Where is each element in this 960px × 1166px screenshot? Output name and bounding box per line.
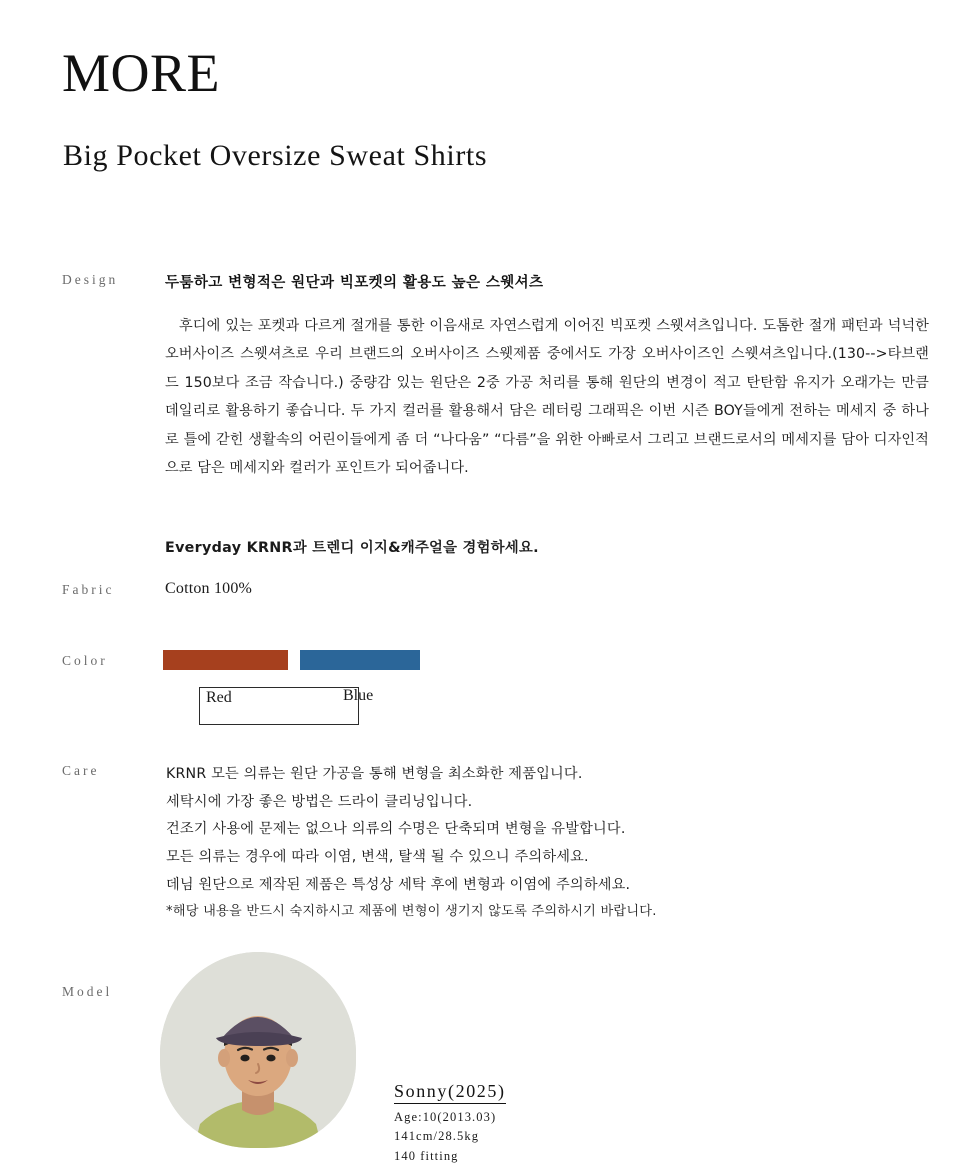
section-label-model: Model [62, 984, 113, 999]
section-label-color: Color [62, 653, 108, 668]
model-name: Sonny(2025) [394, 1081, 506, 1104]
model-age: Age:10(2013.03) [394, 1110, 497, 1124]
care-line: KRNR 모든 의류는 원단 가공을 통해 변형을 최소화한 제품입니다. [166, 766, 583, 782]
care-instructions [166, 761, 946, 925]
care-line: 모든 의류는 경우에 따라 이염, 변색, 탈색 될 수 있으니 주의하세요. [166, 849, 589, 866]
care-line: 데님 원단으로 제작된 제품은 특성상 세탁 후에 변형과 이염에 주의하세요. [166, 876, 631, 893]
fabric-value: Cotton 100% [165, 580, 253, 597]
section-label-care: Care [62, 763, 100, 778]
section-label-design: Design [62, 272, 119, 287]
color-name-blue: Blue [343, 687, 374, 704]
color-swatch-red [163, 650, 288, 670]
care-line: 세탁시에 가장 좋은 방법은 드라이 클리닝입니다. [166, 793, 473, 810]
page-title: Big Pocket Oversize Sweat Shirts [63, 139, 488, 172]
model-size: 141cm/28.5kg [394, 1129, 480, 1144]
model-specs [394, 1108, 496, 1166]
brand-title: MORE [62, 43, 221, 103]
care-line: 건조기 사용에 문제는 없으나 의류의 수명은 단축되며 변형을 유발합니다. [166, 821, 626, 838]
care-note: *해당 내용을 반드시 숙지하시고 제품에 변형이 생기지 않도록 주의하시기 바랍니다. [166, 904, 657, 920]
design-headline: 두툼하고 변형적은 원단과 빅포켓의 활용도 높은 스웻셔츠 [165, 275, 544, 291]
color-swatch-blue [300, 650, 420, 670]
design-description: 후디에 있는 포켓과 다르게 절개를 통한 이음새로 자연스럽게 이어진 빅포켓 스웻셔츠입니다. 도톰한 절개 패턴과 넉넉한 오버사이즈 스웻셔츠로 우리 브랜드의 오버사이즈 스웻제품 중에서도 가장 오버사이즈인 스웻셔츠입니다.(130-->타브랜드 150보다 조금 작습니다.) 중량감 있는 원단은 2중 가공 처리를 통해 원단의 변경이 적고 탄탄함 유지가 오래가는 만큼 데일리로 활용하기 좋습니다. 두 가지 컬러를 활용해서 담은 레터링 그래픽은 이번 시즌 BOY들에게 전하는 메세지 중 하나로 틀에 갇힌 생활속의 어린이들에게 좀 더 “나다움” “다름”을 위한 아빠로서 그리고 브랜드로서의 메세지를 담아 디자인적으로 담은 메세지와 컬러가 포인트가 되어줍니다. [165, 318, 929, 477]
design-tagline: Everyday KRNR과 트렌디 이지&캐주얼을 경험하세요. [165, 540, 539, 556]
section-label-fabric: Fabric [62, 582, 115, 597]
model-photo [160, 952, 356, 1148]
model-fitting: 140 fitting [394, 1148, 459, 1163]
color-name-red: Red [206, 689, 232, 706]
